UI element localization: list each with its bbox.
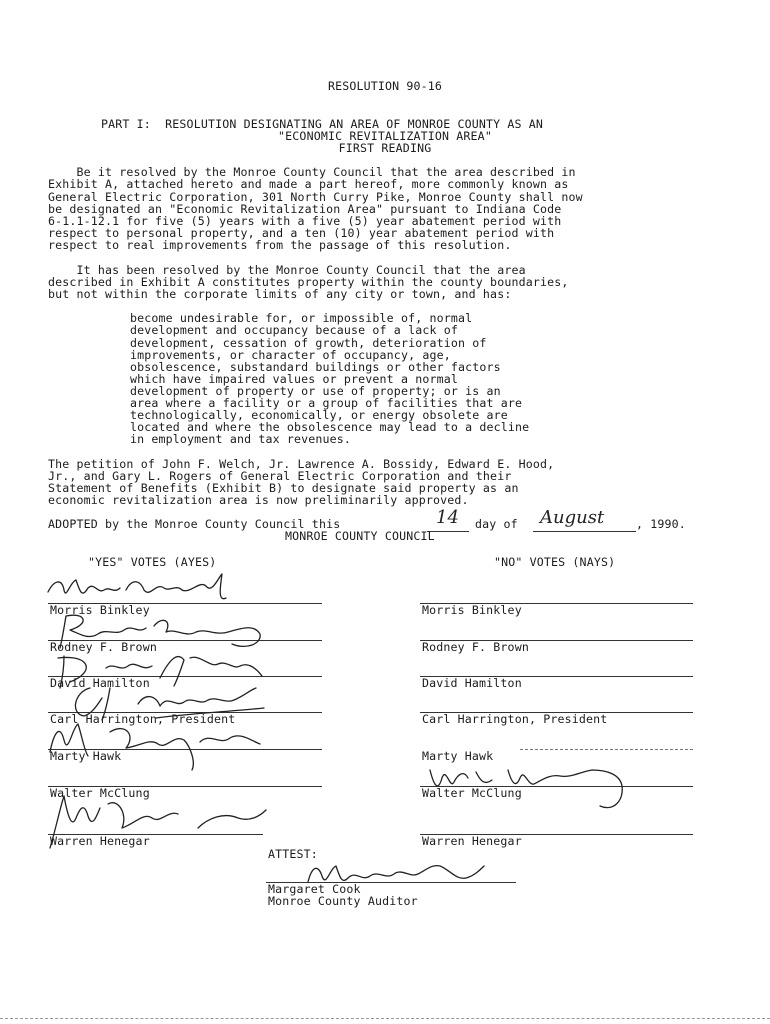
part-heading-line2: "ECONOMIC REVITALIZATION AREA": [278, 129, 492, 143]
yes-name: Carl Harrington, President: [50, 712, 236, 726]
no-name: Rodney F. Brown: [422, 640, 529, 654]
paragraph-line: respect to personal property, and a ten (10) year abatement period with: [48, 226, 555, 240]
paragraph-line: The petition of John F. Welch, Jr. Lawrence A. Bossidy, Edward E. Hood,: [48, 457, 555, 471]
yes-name: Marty Hawk: [50, 749, 122, 763]
indented-line: development and occupancy because of a lack of: [130, 323, 458, 337]
indented-line: development of property or use of property; or is an: [130, 384, 501, 398]
yes-name: Warren Henegar: [50, 834, 150, 848]
paragraph-line: General Electric Corporation, 301 North Curry Pike, Monroe County shall now: [48, 190, 583, 204]
paragraph-line: economic revitalization area is now preliminarily approved.: [48, 493, 469, 507]
paragraph-line: Jr., and Gary L. Rogers of General Electric Corporation and their: [48, 469, 512, 483]
paragraph-line: but not within the corporate limits of any city or town, and has:: [48, 287, 512, 301]
yes-name: Walter McClung: [50, 786, 150, 800]
no-name: Morris Binkley: [422, 603, 522, 617]
adopted-day-handwritten: 14: [436, 507, 459, 528]
paragraph-line: Statement of Benefits (Exhibit B) to designate said property as an: [48, 481, 519, 495]
yes-votes-header: "YES" VOTES (AYES): [88, 555, 217, 569]
attest-label: ATTEST:: [268, 847, 318, 861]
indented-line: development, cessation of growth, deterioration of: [130, 336, 487, 350]
paragraph-line: be designated an "Economic Revitalization Area" pursuant to Indiana Code: [48, 202, 562, 216]
paragraph-line: respect to real improvements from the passage of this resolution.: [48, 238, 512, 252]
signature-marty-hawk: [40, 716, 270, 776]
paragraph-line: Be it resolved by the Monroe County Council that the area described in: [48, 165, 576, 179]
signature-warren-henegar: [38, 788, 270, 858]
paragraph-line: described in Exhibit A constitutes property within the county boundaries,: [48, 275, 569, 289]
resolution-title: RESOLUTION 90-16: [327, 79, 443, 93]
indented-line: improvements, or character of occupancy, age,: [130, 348, 451, 362]
indented-line: technologically, economically, or energy obsolete are: [130, 408, 508, 422]
yes-name: David Hamilton: [50, 676, 150, 690]
part-heading-line1: PART I: RESOLUTION DESIGNATING AN AREA OF MONROE COUNTY AS AN: [101, 117, 544, 131]
scan-edge-line: [0, 1018, 770, 1019]
indented-line: located and where the obsolescence may lead to a decline: [130, 420, 530, 434]
indented-line: obsolescence, substandard buildings or other factors: [130, 360, 501, 374]
indented-line: in employment and tax revenues.: [130, 432, 352, 446]
yes-name: Morris Binkley: [50, 603, 150, 617]
indented-line: area where a facility or a group of facilities that are: [130, 396, 523, 410]
signature-walter-mcclung: [420, 760, 640, 820]
signature-margaret-cook: [300, 860, 490, 894]
no-name: David Hamilton: [422, 676, 522, 690]
yes-name: Rodney F. Brown: [50, 640, 157, 654]
paragraph-line: 6-1.1-12.1 for five (5) years with a five (5) year abatement period with: [48, 214, 562, 228]
no-name: Walter McClung: [422, 786, 522, 800]
indented-line: become undesirable for, or impossible of, normal: [130, 311, 473, 325]
indented-line: which have impaired values or prevent a normal: [130, 372, 458, 386]
dotted-line: [520, 749, 693, 750]
adopted-day-of: day of: [475, 517, 518, 531]
no-name: Marty Hawk: [422, 749, 494, 763]
adopted-month-handwritten: August: [540, 507, 605, 528]
signature-rodney-brown: [46, 610, 276, 652]
signature-morris-binkley: [40, 572, 270, 617]
attest-name: Margaret Cook: [268, 882, 361, 896]
part-heading-line3: FIRST READING: [338, 141, 432, 155]
paragraph-line: Exhibit A, attached hereto and made a part hereof, more commonly known as: [48, 177, 569, 191]
adopted-year: , 1990.: [636, 517, 686, 531]
no-name: Warren Henegar: [422, 834, 522, 848]
no-name: Carl Harrington, President: [422, 712, 608, 726]
council-name: MONROE COUNTY COUNCIL: [285, 529, 435, 543]
month-blank-line: [533, 531, 636, 532]
paragraph-line: It has been resolved by the Monroe County Council that the area: [48, 263, 526, 277]
no-votes-header: "NO" VOTES (NAYS): [494, 555, 616, 569]
adopted-prefix: ADOPTED by the Monroe County Council this: [48, 517, 341, 531]
attest-title: Monroe County Auditor: [268, 894, 418, 908]
